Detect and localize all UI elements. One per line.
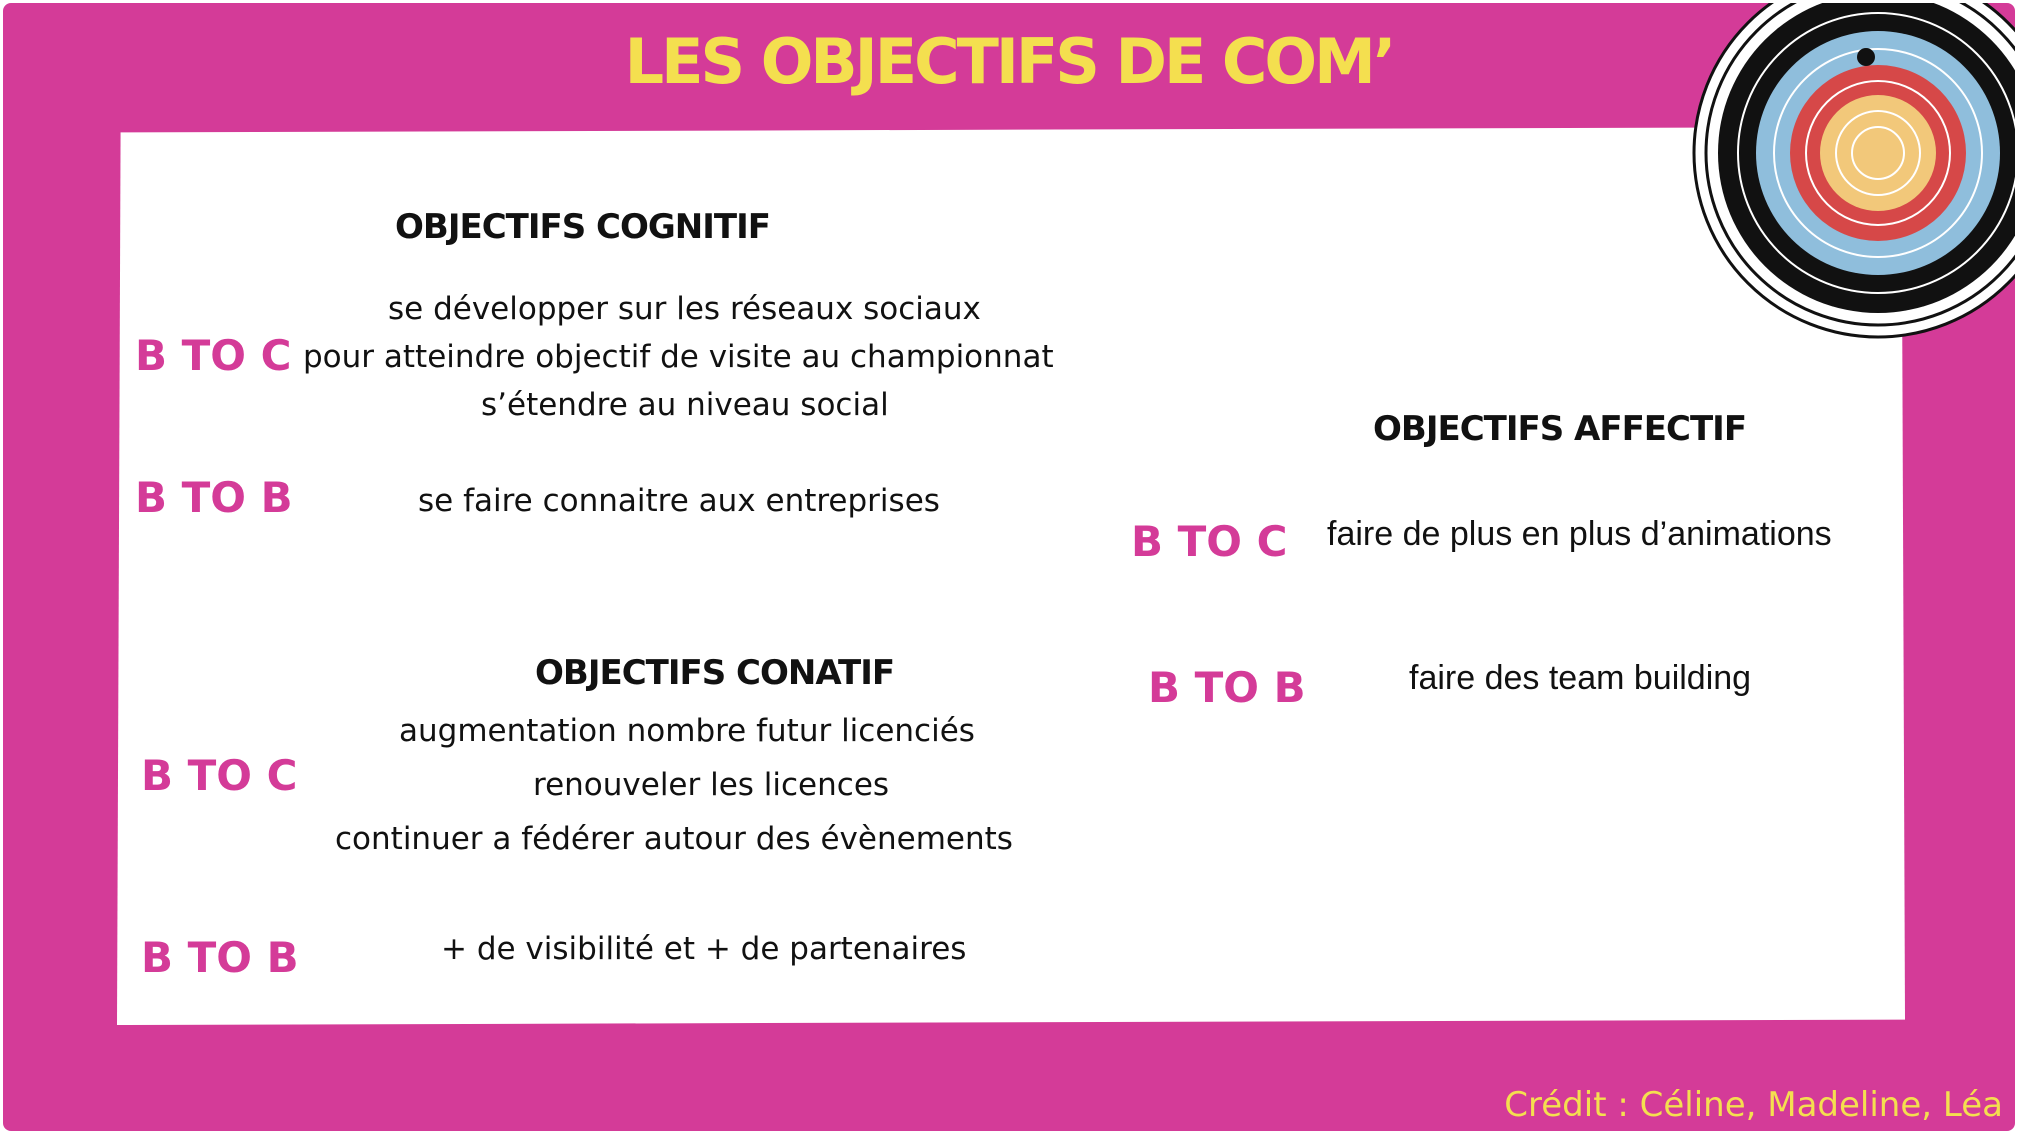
conatif-btoc-line-1: augmentation nombre futur licenciés	[399, 713, 975, 749]
conatif-btob-text: + de visibilité et + de partenaires	[441, 931, 967, 967]
conatif-btoc-line-3: continuer a fédérer autour des évènements	[335, 821, 1013, 857]
affectif-btoc-label: B TO C	[1131, 517, 1288, 566]
cognitif-btob-text: se faire connaitre aux entreprises	[418, 483, 940, 519]
page-title: LES OBJECTIFS DE COM’	[624, 25, 1394, 98]
conatif-heading: OBJECTIFS CONATIF	[535, 653, 895, 693]
cognitif-btoc-line-2: pour atteindre objectif de visite au championnat	[303, 339, 1054, 375]
credit-text: Crédit : Céline, Madeline, Léa	[1504, 1085, 2003, 1125]
cognitif-btoc-line-1: se développer sur les réseaux sociaux	[388, 291, 981, 327]
archery-target-icon	[1690, 3, 2015, 341]
cognitif-btoc-label: B TO C	[135, 331, 292, 380]
affectif-btob-label: B TO B	[1148, 663, 1306, 712]
conatif-btob-label: B TO B	[141, 933, 299, 982]
conatif-btoc-label: B TO C	[141, 751, 298, 800]
cognitif-heading: OBJECTIFS COGNITIF	[395, 207, 770, 247]
affectif-btob-text: faire des team building	[1409, 659, 1752, 697]
content-card	[117, 127, 1905, 1025]
conatif-btoc-line-2: renouveler les licences	[533, 767, 890, 803]
cognitif-btoc-line-3: s’étendre au niveau social	[481, 387, 889, 423]
affectif-heading: OBJECTIFS AFFECTIF	[1373, 409, 1747, 449]
affectif-btoc-text: faire de plus en plus d’animations	[1327, 515, 1832, 553]
slide	[3, 3, 2015, 1131]
cognitif-btob-label: B TO B	[135, 473, 293, 522]
